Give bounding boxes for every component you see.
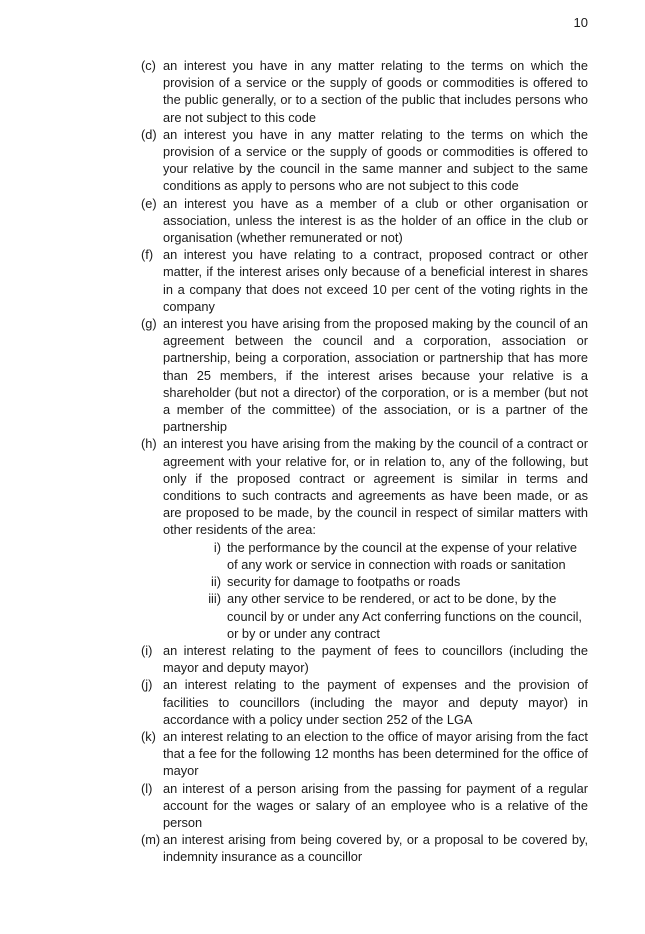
clause-label: (m): [141, 832, 161, 848]
clause-label: (j): [141, 677, 153, 693]
clause-text: an interest relating to an election to the office of mayor arising from the fact that a fee for the following 12 months has been determined for the office of mayor: [163, 728, 588, 779]
clause-g: [141, 315, 588, 435]
subclause-label: iii): [208, 591, 221, 607]
clause-i: [141, 642, 588, 676]
subclause-list: [185, 539, 588, 642]
subclause-ii: [185, 573, 588, 590]
clause-h: [141, 435, 588, 641]
clause-label: (g): [141, 316, 157, 332]
clause-label: (l): [141, 780, 153, 796]
clause-label: (f): [141, 247, 154, 263]
subclause-label: ii): [211, 574, 221, 590]
clause-text: an interest you have relating to a contract, proposed contract or other matter, if the interest arises only because of a beneficial interest in shares in a company that does not exceed 10 per cent of the voting rights in the company: [163, 247, 588, 314]
subclause-label: i): [213, 539, 221, 555]
clause-e: [141, 195, 588, 247]
clause-k: [141, 728, 588, 780]
clause-list: [141, 57, 588, 866]
clause-l: [141, 780, 588, 832]
clause-text: an interest arising from being covered by, or a proposal to be covered by, indemnity insurance as a councillor: [163, 832, 588, 865]
clause-label: (d): [141, 126, 157, 142]
clause-text: an interest you have arising from the making by the council of a contract or agreement with your relative for, or in relation to, any of the following, but only if the proposed contract or agreement is similar in terms and conditions to such contracts and agreements as have been made, or as are proposed to be made, by the council in respect of similar matters with other residents of the area:: [163, 436, 588, 538]
clause-text: an interest you have as a member of a club or other organisation or association, unless the interest is as the holder of an office in the club or organisation (whether remunerated or not): [163, 195, 588, 246]
clause-label: (h): [141, 436, 157, 452]
subclause-text: security for damage to footpaths or roads: [227, 574, 461, 590]
clause-d: [141, 126, 588, 195]
page-number: 10: [573, 15, 588, 30]
clause-text: an interest you have arising from the proposed making by the council of an agreement between the council and a corporation, association or partnership, being a corporation, association or partnership that has more than 25 members, if the interest arises because your relative is a shareholder (but not a director) of the corporation, or is a member (but not a member of the committee) of the association, or is a partner of the partnership: [163, 316, 588, 435]
clause-label: (i): [141, 642, 153, 658]
clause-text: an interest of a person arising from the passing for payment of a regular account for the wages or salary of an employee who is a relative of the person: [163, 780, 588, 830]
subclause-text: any other service to be rendered, or act to be done, by the council by or under any Act conferring functions on the council, or by or under any contract: [227, 591, 582, 641]
clause-c: [141, 57, 588, 126]
subclause-iii: [185, 590, 588, 642]
subclause-i: [185, 539, 588, 573]
clause-f: [141, 246, 588, 315]
clause-label: (c): [141, 58, 156, 73]
clause-label: (e): [141, 195, 157, 211]
clause-j: [141, 676, 588, 728]
clause-text: an interest you have in any matter relating to the terms on which the provision of a service or the supply of goods or commodities is offered to the public generally, or to a section of the public that includes persons who are not subject to this code: [163, 58, 588, 125]
clause-text: an interest you have in any matter relating to the terms on which the provision of a service or the supply of goods or commodities is offered to your relative by the council in the same manner and subject to the same conditions as apply to persons who are not subject to this code: [163, 126, 588, 194]
clause-m: [141, 831, 588, 865]
clause-text: an interest relating to the payment of fees to councillors (including the mayor and deputy mayor): [163, 642, 588, 676]
clause-text: an interest relating to the payment of expenses and the provision of facilities to councillors (including the mayor and deputy mayor) in accordance with a policy under section 252 of the LGA: [163, 677, 588, 727]
subclause-text: the performance by the council at the expense of your relative of any work or service in connection with roads or sanitation: [227, 539, 577, 572]
clause-label: (k): [141, 728, 156, 744]
